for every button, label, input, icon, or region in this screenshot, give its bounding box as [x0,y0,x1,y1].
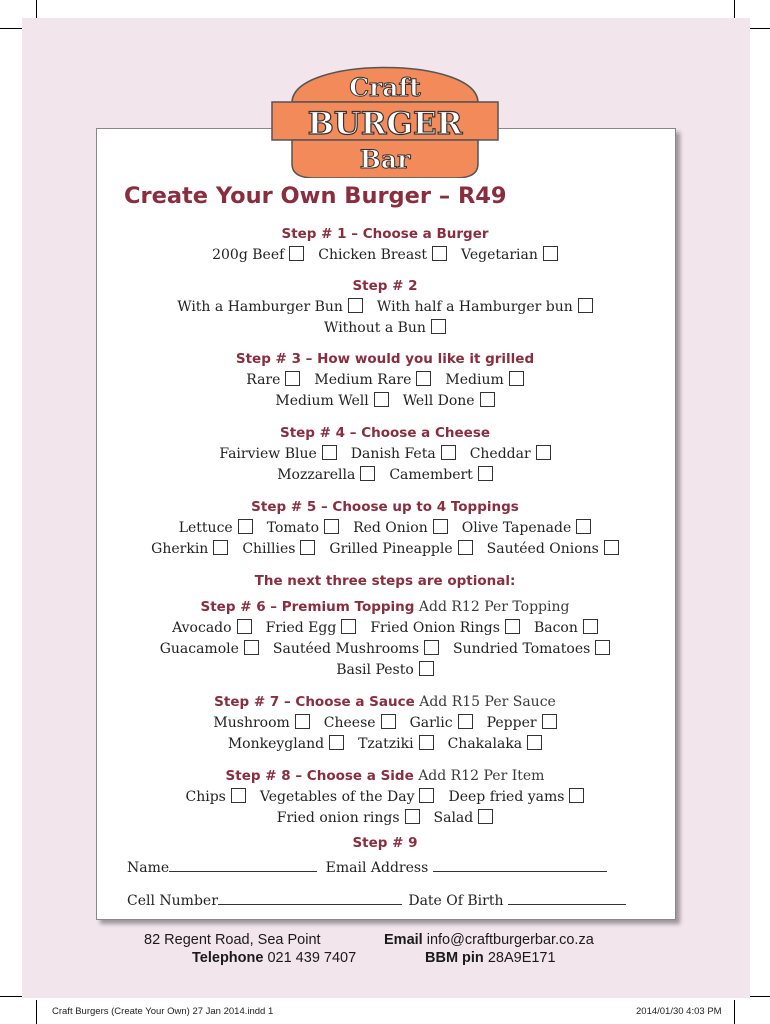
step-heading-text: The next three steps are optional: [254,573,516,589]
step-heading [96,571,674,592]
option-label: Lettuce [178,520,233,536]
option-item [314,370,431,391]
footer-timestamp: 2014/01/30 4:03 PM [636,1006,722,1017]
step-price-note: Add R12 Per Topping [414,599,570,615]
option-row [96,713,674,734]
option-item [353,518,448,539]
option-row [96,245,674,266]
option-checkbox[interactable] [322,445,337,460]
telephone-label: Telephone [192,950,264,966]
option-checkbox[interactable] [431,319,446,334]
option-row [96,639,674,660]
option-label: Medium Rare [314,372,412,388]
dob-field[interactable] [508,891,626,905]
option-checkbox[interactable] [300,540,315,555]
option-checkbox[interactable] [231,788,246,803]
option-label: Cheddar [469,446,531,462]
option-row [96,297,674,318]
option-checkbox[interactable] [416,371,431,386]
option-item [267,518,339,539]
logo-bar-text: Bar [359,145,411,174]
option-item [358,734,434,755]
option-item [186,787,246,808]
name-email-row [127,858,607,876]
option-label: Olive Tapenade [461,520,572,536]
step-section [96,766,674,829]
step-heading-text: Step # 4 – Choose a Cheese [279,425,491,441]
option-label: Fried Egg [265,620,337,636]
step-heading-text: Step # 3 – How would you like it grilled [235,351,535,367]
option-label: Camembert [389,467,473,483]
option-item [324,318,446,339]
option-label: Avocado [172,620,232,636]
option-item [273,639,439,660]
name-field[interactable] [169,858,317,872]
option-item [213,713,309,734]
option-label: Mushroom [213,715,290,731]
option-item [453,639,610,660]
option-label: Chakalaka [447,736,523,752]
option-item [266,618,357,639]
option-item [462,518,592,539]
option-checkbox[interactable] [329,735,344,750]
step-section [96,349,674,412]
step-section [96,276,674,339]
option-row [96,808,674,829]
option-row [96,618,674,639]
option-row [96,391,674,412]
option-row [96,465,674,486]
step-heading-text: Step # 9 [352,835,418,851]
option-item [219,444,336,465]
option-row [96,518,674,539]
option-checkbox[interactable] [213,540,228,555]
option-checkbox[interactable] [238,519,253,534]
option-label: Sautéed Mushrooms [272,641,420,657]
option-label: Danish Feta [350,446,436,462]
option-checkbox[interactable] [324,519,339,534]
option-label: Chicken Breast [318,247,428,263]
email-contact-value[interactable]: info@craftburgerbar.co.za [422,932,594,948]
option-row [96,660,674,681]
step-heading-text: Step # 1 – Choose a Burger [281,226,489,242]
option-item [277,465,375,486]
telephone-contact [192,950,356,966]
option-item [246,370,300,391]
cell-field[interactable] [218,891,402,905]
crop-mark [36,1000,37,1024]
option-label: Deep fried yams [448,789,565,805]
option-item [179,518,253,539]
option-item [403,391,495,412]
step-heading [96,224,674,245]
option-label: Garlic [409,715,453,731]
option-label: Well Done [402,393,475,409]
option-checkbox[interactable] [478,809,493,824]
step-heading [96,833,674,854]
option-label: Fried Onion Rings [370,620,500,636]
option-item [160,639,259,660]
crop-mark [0,28,22,29]
option-checkbox[interactable] [432,246,447,261]
option-item [461,245,558,266]
option-label: With a Hamburger Bun [177,299,343,315]
option-row [96,444,674,465]
option-checkbox[interactable] [433,519,448,534]
option-item [448,734,543,755]
email-contact [384,932,594,948]
option-checkbox[interactable] [381,714,396,729]
email-label: Email Address [325,860,429,876]
name-label: Name [127,860,170,876]
option-row [96,787,674,808]
option-checkbox[interactable] [374,392,389,407]
option-checkbox[interactable] [458,540,473,555]
option-checkbox[interactable] [458,714,473,729]
option-label: 200g Beef [212,247,285,263]
option-label: Vegetables of the Day [259,789,415,805]
step-section [96,597,674,681]
option-checkbox[interactable] [536,445,551,460]
option-label: Bacon [533,620,578,636]
option-checkbox[interactable] [295,714,310,729]
option-label: Basil Pesto [336,662,414,678]
step-heading [96,423,674,444]
option-row [96,370,674,391]
option-item [212,245,304,266]
option-checkbox[interactable] [578,298,593,313]
bbm-value: 28A9E171 [483,950,556,966]
step-heading-text: Step # 2 [352,278,418,294]
option-label: Tomato [266,520,320,536]
telephone-value: 021 439 7407 [263,950,357,966]
step-section [96,571,674,592]
cell-dob-row [127,891,626,909]
option-checkbox[interactable] [419,661,434,676]
option-item [260,787,435,808]
logo-craft-text: Craft [349,73,421,102]
option-checkbox[interactable] [419,735,434,750]
step-heading [96,276,674,297]
option-label: Monkeygland [227,736,325,752]
option-checkbox[interactable] [509,371,524,386]
option-item [448,787,584,808]
cell-label: Cell Number [127,893,218,909]
option-checkbox[interactable] [341,619,356,634]
option-item [410,713,473,734]
step-section [96,423,674,486]
step-section [96,692,674,755]
option-label: Pepper [486,715,537,731]
option-label: Gherkin [151,541,209,557]
option-item [377,297,593,318]
option-item [445,370,523,391]
option-item [329,539,472,560]
option-label: Medium [445,372,504,388]
option-checkbox[interactable] [543,246,558,261]
option-item [324,713,396,734]
option-label: Grilled Pineapple [329,541,453,557]
option-item [351,444,456,465]
step-heading [96,349,674,370]
option-item [534,618,598,639]
option-label: Guacamole [159,641,239,657]
step-heading-text: Step # 7 – Choose a Sauce [214,694,415,710]
step-heading-text: Step # 8 – Choose a Side [225,768,414,784]
crop-mark [36,0,37,18]
email-contact-label: Email [384,932,423,948]
footer-file-info: Craft Burgers (Create Your Own) 27 Jan 2014.indd 1 [52,1006,274,1017]
option-item [277,808,420,829]
option-checkbox[interactable] [604,540,619,555]
option-row [96,318,674,339]
option-item [336,660,434,681]
option-label: With half a Hamburger bun [376,299,573,315]
step-heading-text: Step # 5 – Choose up to 4 Toppings [251,499,519,515]
crop-mark [750,996,770,997]
option-item [151,539,228,560]
step-section [96,224,674,266]
option-checkbox[interactable] [542,714,557,729]
option-item [177,297,363,318]
bbm-contact [425,950,556,966]
option-checkbox[interactable] [505,619,520,634]
dob-label: Date Of Birth [408,893,504,909]
option-checkbox[interactable] [527,735,542,750]
bbm-label: BBM pin [425,950,484,966]
crop-mark [750,28,770,29]
option-checkbox[interactable] [285,371,300,386]
option-item [434,808,494,829]
option-label: Sautéed Onions [486,541,599,557]
option-label: Chillies [242,541,296,557]
step-heading [96,692,674,713]
option-checkbox[interactable] [348,298,363,313]
option-label: Fried onion rings [276,810,400,826]
option-label: Without a Bun [324,320,426,336]
step-heading [96,766,674,787]
option-checkbox[interactable] [419,788,434,803]
option-row [96,539,674,560]
step-section [96,497,674,560]
option-checkbox[interactable] [480,392,495,407]
option-checkbox[interactable] [569,788,584,803]
step-price-note: Add R12 Per Item [413,768,545,784]
option-checkbox[interactable] [244,640,259,655]
option-checkbox[interactable] [405,809,420,824]
step-price-note: Add R15 Per Sauce [414,694,556,710]
option-item [370,618,520,639]
option-label: Mozzarella [277,467,356,483]
option-checkbox[interactable] [478,466,493,481]
option-checkbox[interactable] [289,246,304,261]
option-item [318,245,447,266]
option-item [487,539,619,560]
page-title: Create Your Own Burger – R49 [124,183,507,209]
option-checkbox[interactable] [424,640,439,655]
option-item [487,713,557,734]
option-label: Vegetarian [461,247,538,263]
option-item [172,618,251,639]
option-checkbox[interactable] [583,619,598,634]
option-label: Salad [433,810,474,826]
option-label: Tzatziki [358,736,414,752]
option-checkbox[interactable] [237,619,252,634]
option-checkbox[interactable] [360,466,375,481]
step-heading-text: Step # 6 – Premium Topping [200,599,415,615]
option-label: Cheese [323,715,376,731]
option-item [389,465,492,486]
option-label: Fairview Blue [219,446,317,462]
email-field[interactable] [433,858,607,872]
option-checkbox[interactable] [595,640,610,655]
step-section [96,833,674,854]
option-label: Chips [185,789,226,805]
option-item [242,539,315,560]
step-heading [96,497,674,518]
logo-burger-text: BURGER [307,106,463,142]
option-item [470,444,551,465]
address-text: 82 Regent Road, Sea Point [144,932,321,948]
option-label: Medium Well [275,393,369,409]
option-label: Sundried Tomatoes [453,641,591,657]
option-row [96,734,674,755]
option-checkbox[interactable] [441,445,456,460]
crop-mark [734,0,735,18]
option-checkbox[interactable] [576,519,591,534]
crop-mark [734,1000,735,1024]
step-heading [96,597,674,618]
craft-burger-bar-logo [270,50,500,178]
crop-mark [0,996,22,997]
option-item [228,734,344,755]
option-label: Red Onion [353,520,428,536]
option-item [275,391,388,412]
option-label: Rare [246,372,281,388]
